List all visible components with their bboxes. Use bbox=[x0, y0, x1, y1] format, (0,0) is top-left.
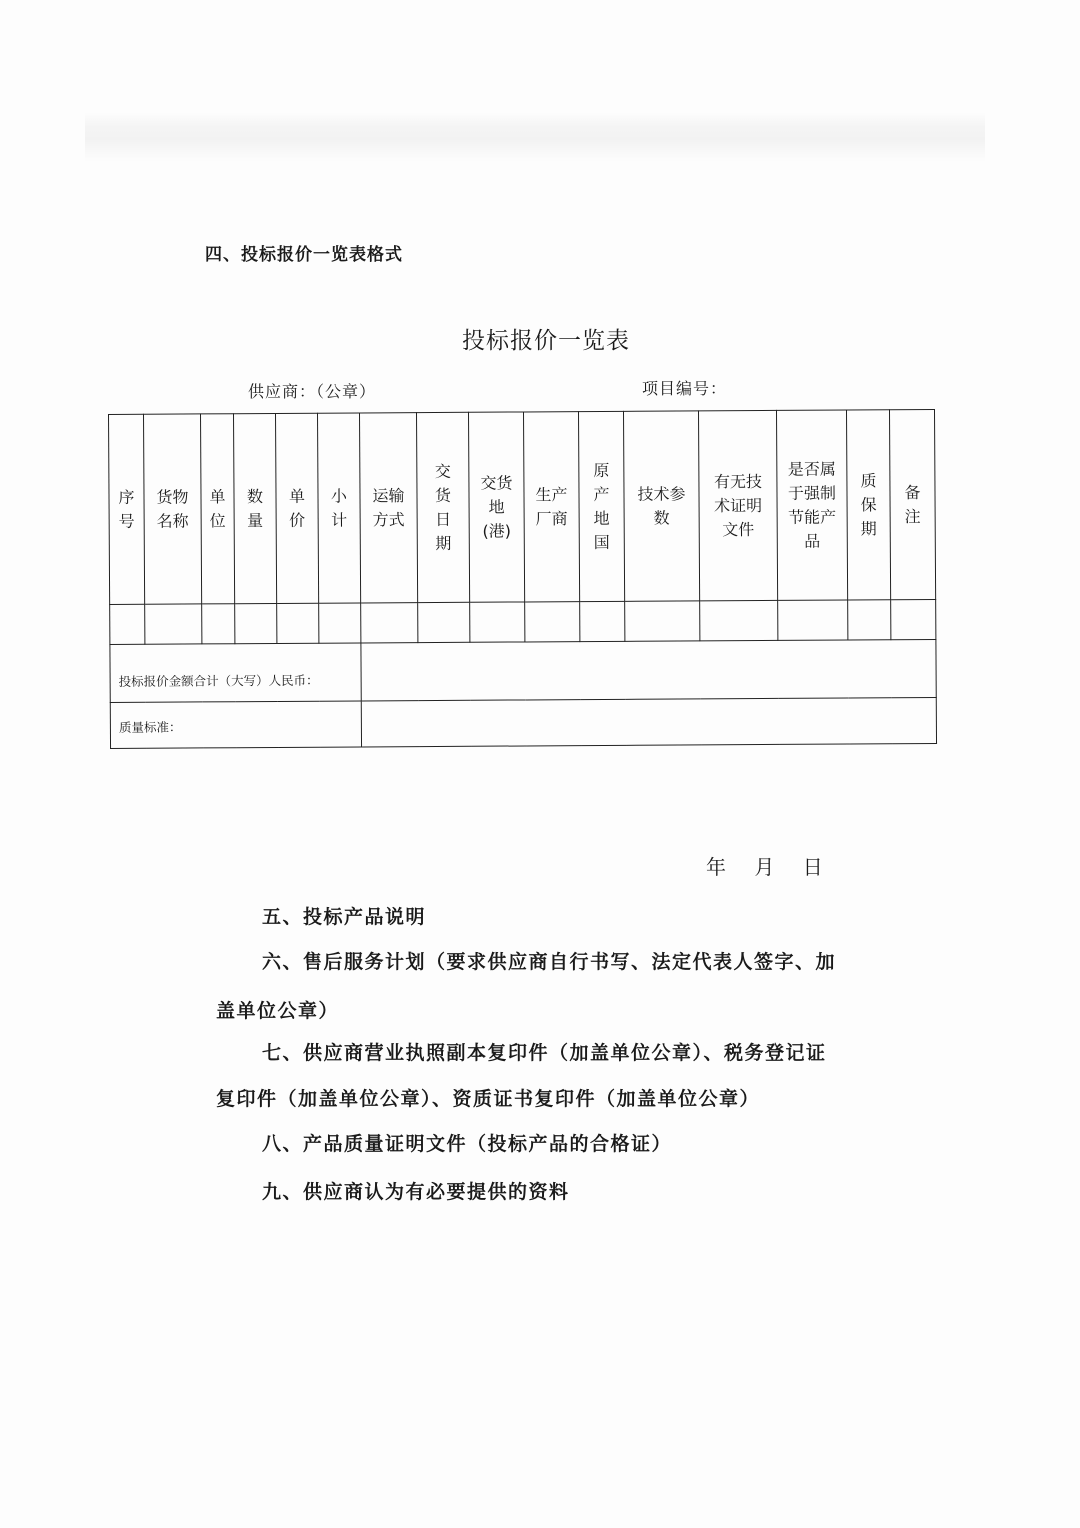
table-cell bbox=[470, 602, 525, 642]
quality-standard-value-cell bbox=[361, 697, 936, 747]
col-header-energy-saving: 是否属 于强制 节能产 品 bbox=[776, 410, 847, 600]
form-title: 投标报价一览表 bbox=[462, 328, 630, 354]
table-cell bbox=[235, 603, 277, 643]
item-6-after-sales-line2: 盖单位公章） bbox=[216, 1000, 340, 1022]
col-header-delivery-date: 交 货 日 期 bbox=[416, 412, 469, 602]
table-cell bbox=[145, 604, 202, 644]
table-header-row bbox=[109, 409, 936, 604]
col-header-transport: 运输 方式 bbox=[359, 413, 417, 603]
col-header-tech-certificate: 有无技 术证明 文件 bbox=[698, 410, 777, 600]
scan-artifact-band bbox=[85, 112, 985, 162]
table-cell bbox=[891, 599, 936, 639]
date-label: 年 月 日 bbox=[706, 855, 824, 879]
item-8-quality-certificate: 八、产品质量证明文件（投标产品的合格证） bbox=[262, 1133, 673, 1155]
item-5-product-description: 五、投标产品说明 bbox=[262, 906, 427, 928]
total-amount-row bbox=[110, 639, 936, 702]
table-cell bbox=[361, 603, 418, 643]
table-cell bbox=[625, 601, 700, 641]
col-header-subtotal: 小 计 bbox=[317, 413, 360, 603]
col-header-origin-country: 原 产 地 国 bbox=[578, 411, 624, 601]
col-header-remarks: 备 注 bbox=[889, 409, 935, 599]
col-header-goods-name: 货物 名称 bbox=[144, 414, 202, 604]
item-6-after-sales-line1: 六、售后服务计划（要求供应商自行书写、法定代表人签字、加 bbox=[262, 951, 837, 973]
table-cell bbox=[319, 603, 361, 643]
item-9-other-materials: 九、供应商认为有必要提供的资料 bbox=[262, 1181, 570, 1203]
quality-standard-label: 质量标准： bbox=[110, 701, 361, 749]
project-number-label: 项目编号： bbox=[642, 379, 728, 398]
col-header-unit: 单 位 bbox=[201, 414, 235, 604]
table-cell bbox=[848, 600, 891, 640]
item-7-business-license-line2: 复印件（加盖单位公章）、资质证书复印件（加盖单位公章） bbox=[216, 1088, 761, 1110]
quality-standard-row bbox=[110, 697, 936, 748]
total-amount-value-cell bbox=[361, 639, 936, 701]
table-cell bbox=[700, 600, 778, 640]
total-amount-label: 投标报价金额合计（大写）人民币： bbox=[110, 643, 361, 703]
col-header-seq: 序 号 bbox=[109, 414, 145, 604]
table-cell bbox=[525, 602, 580, 642]
supplier-label: 供应商：（公章） bbox=[248, 382, 377, 401]
item-7-business-license-line1: 七、供应商营业执照副本复印件（加盖单位公章）、税务登记证 bbox=[262, 1042, 827, 1064]
col-header-tech-params: 技术参 数 bbox=[623, 411, 699, 601]
table-cell bbox=[110, 604, 145, 644]
col-header-unit-price: 单 价 bbox=[275, 413, 318, 603]
table-cell bbox=[418, 602, 470, 642]
table-cell bbox=[202, 604, 235, 644]
col-header-delivery-port: 交货 地 (港) bbox=[468, 412, 524, 602]
col-header-quantity: 数 量 bbox=[234, 413, 277, 603]
table-cell bbox=[778, 600, 848, 640]
col-header-warranty: 质 保 期 bbox=[846, 410, 890, 600]
quote-table bbox=[108, 409, 937, 749]
section-heading: 四、投标报价一览表格式 bbox=[205, 245, 403, 265]
table-cell bbox=[580, 601, 625, 641]
table-cell bbox=[277, 603, 319, 643]
col-header-manufacturer: 生产 厂商 bbox=[523, 412, 579, 602]
table-row bbox=[110, 599, 936, 644]
